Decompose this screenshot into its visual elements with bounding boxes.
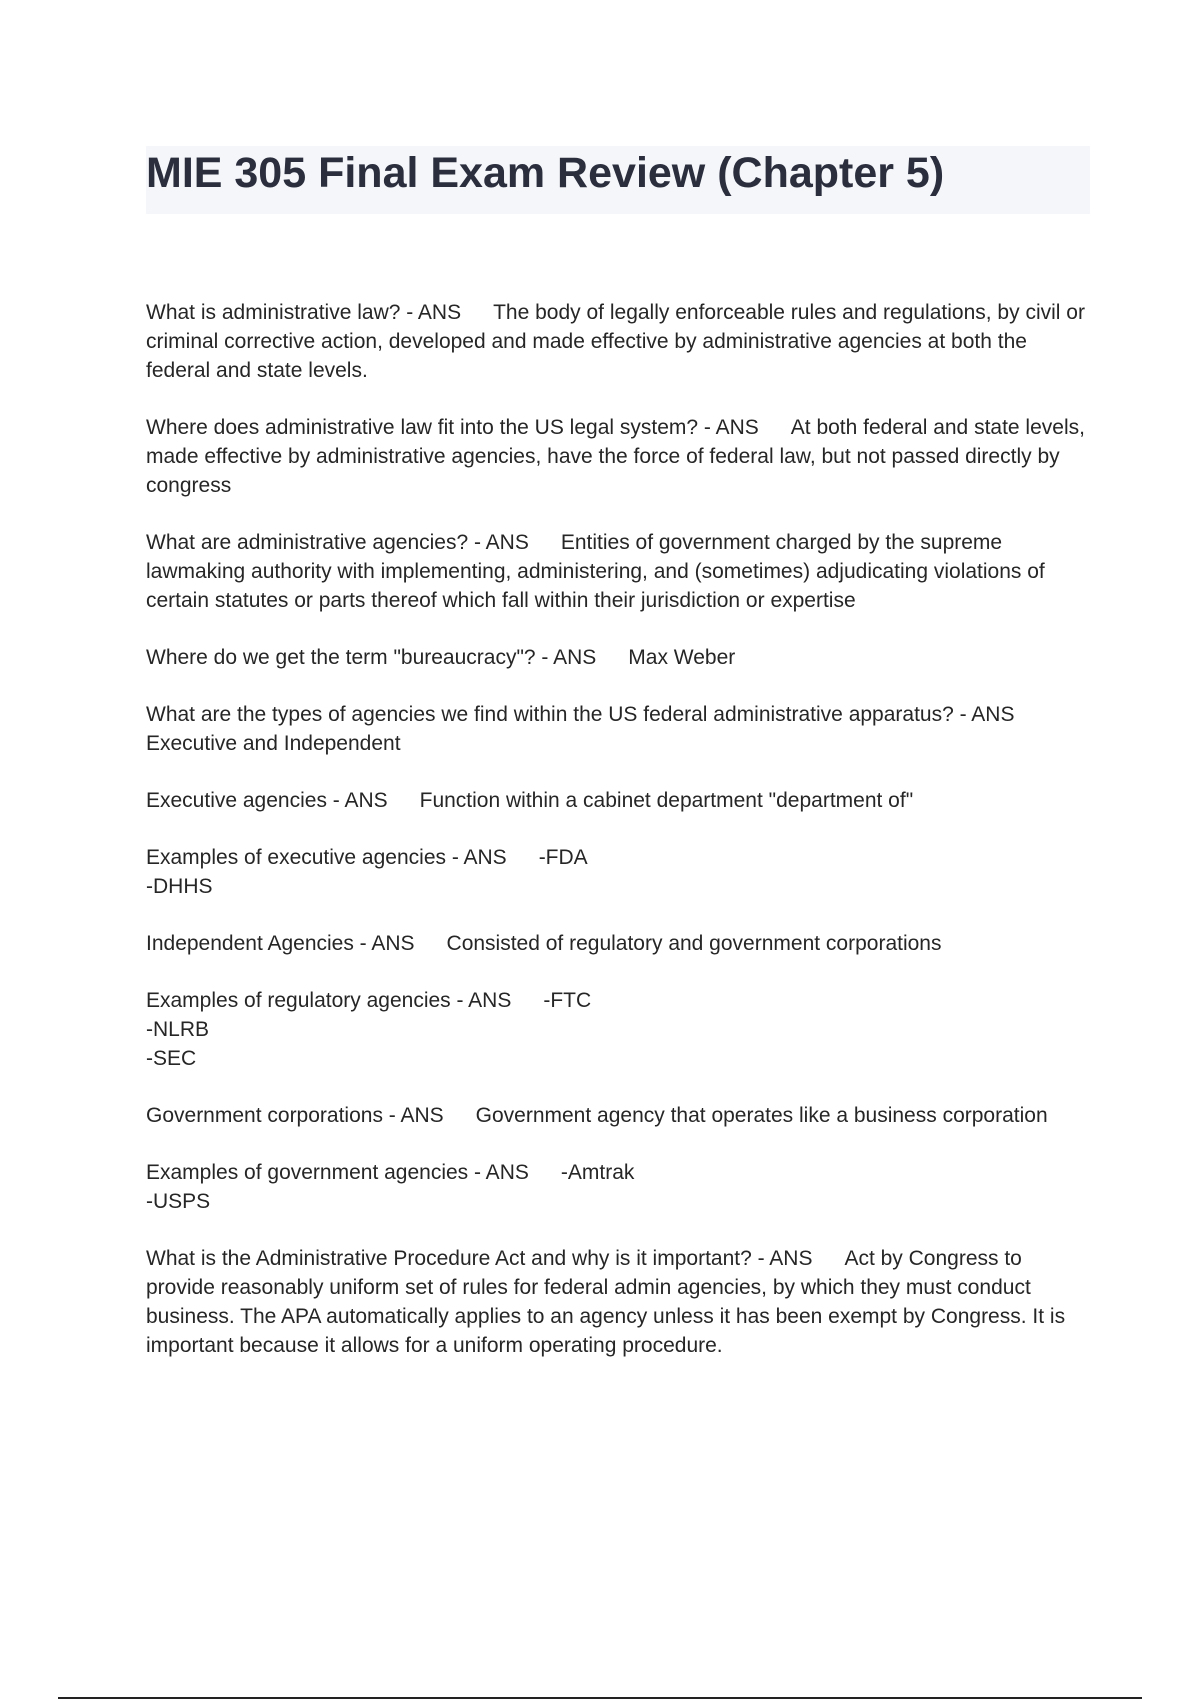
question-text: Government corporations - ANS (146, 1104, 444, 1127)
question-text: Examples of regulatory agencies - ANS (146, 989, 512, 1012)
answer-text: -FDA -DHHS (146, 846, 588, 898)
question-text: Executive agencies - ANS (146, 789, 388, 812)
answer-text: Consisted of regulatory and government corporations (446, 932, 942, 955)
qa-item (146, 700, 1090, 758)
question-text: Where do we get the term "bureaucracy"? - ANS (146, 646, 597, 669)
qa-item (146, 1158, 1090, 1216)
answer-text: The body of legally enforceable rules and regulations, by civil or criminal corrective action, developed and made effective by administrative agencies at both the federal and state levels. (146, 301, 1091, 382)
qa-item (146, 298, 1090, 385)
qa-item (146, 843, 1090, 901)
qa-list (146, 298, 1090, 1388)
qa-item (146, 986, 1090, 1073)
answer-text: Entities of government charged by the supreme lawmaking authority with implementing, administering, and (sometimes) adjudicating violations of certain statutes or parts thereof which fall within their jurisdiction or expertise (146, 531, 1051, 612)
page-title: MIE 305 Final Exam Review (Chapter 5) (146, 149, 945, 197)
answer-text: -FTC -NLRB -SEC (146, 989, 592, 1070)
question-text: What are administrative agencies? - ANS (146, 531, 529, 554)
qa-item (146, 528, 1090, 615)
qa-item (146, 929, 1090, 958)
answer-text: Act by Congress to provide reasonably uniform set of rules for federal admin agencies, by which they must conduct business. The APA automatically applies to an agency unless it has been exempt by Congress. It is important because it allows for a uniform operating procedure. (146, 1247, 1071, 1357)
answer-text: Executive and Independent (146, 732, 401, 755)
qa-item (146, 786, 1090, 815)
qa-item (146, 643, 1090, 672)
answer-text: Government agency that operates like a business corporation (475, 1104, 1048, 1127)
question-text: What is the Administrative Procedure Act and why is it important? - ANS (146, 1247, 813, 1270)
answer-text: Function within a cabinet department "department of" (419, 789, 914, 812)
answer-text: Max Weber (628, 646, 736, 669)
question-text: Examples of executive agencies - ANS (146, 846, 507, 869)
question-text: Examples of government agencies - ANS (146, 1161, 529, 1184)
answer-text: At both federal and state levels, made effective by administrative agencies, have the force of federal law, but not passed directly by congress (146, 416, 1091, 497)
answer-text: -Amtrak -USPS (146, 1161, 635, 1213)
question-text: What is administrative law? - ANS (146, 301, 462, 324)
qa-item (146, 1244, 1090, 1360)
qa-item (146, 413, 1090, 500)
question-text: Where does administrative law fit into the US legal system? - ANS (146, 416, 759, 439)
footer-divider (58, 1697, 1142, 1699)
question-text: Independent Agencies - ANS (146, 932, 415, 955)
qa-item (146, 1101, 1090, 1130)
question-text: What are the types of agencies we find within the US federal administrative apparatus? - ANS (146, 703, 1015, 726)
